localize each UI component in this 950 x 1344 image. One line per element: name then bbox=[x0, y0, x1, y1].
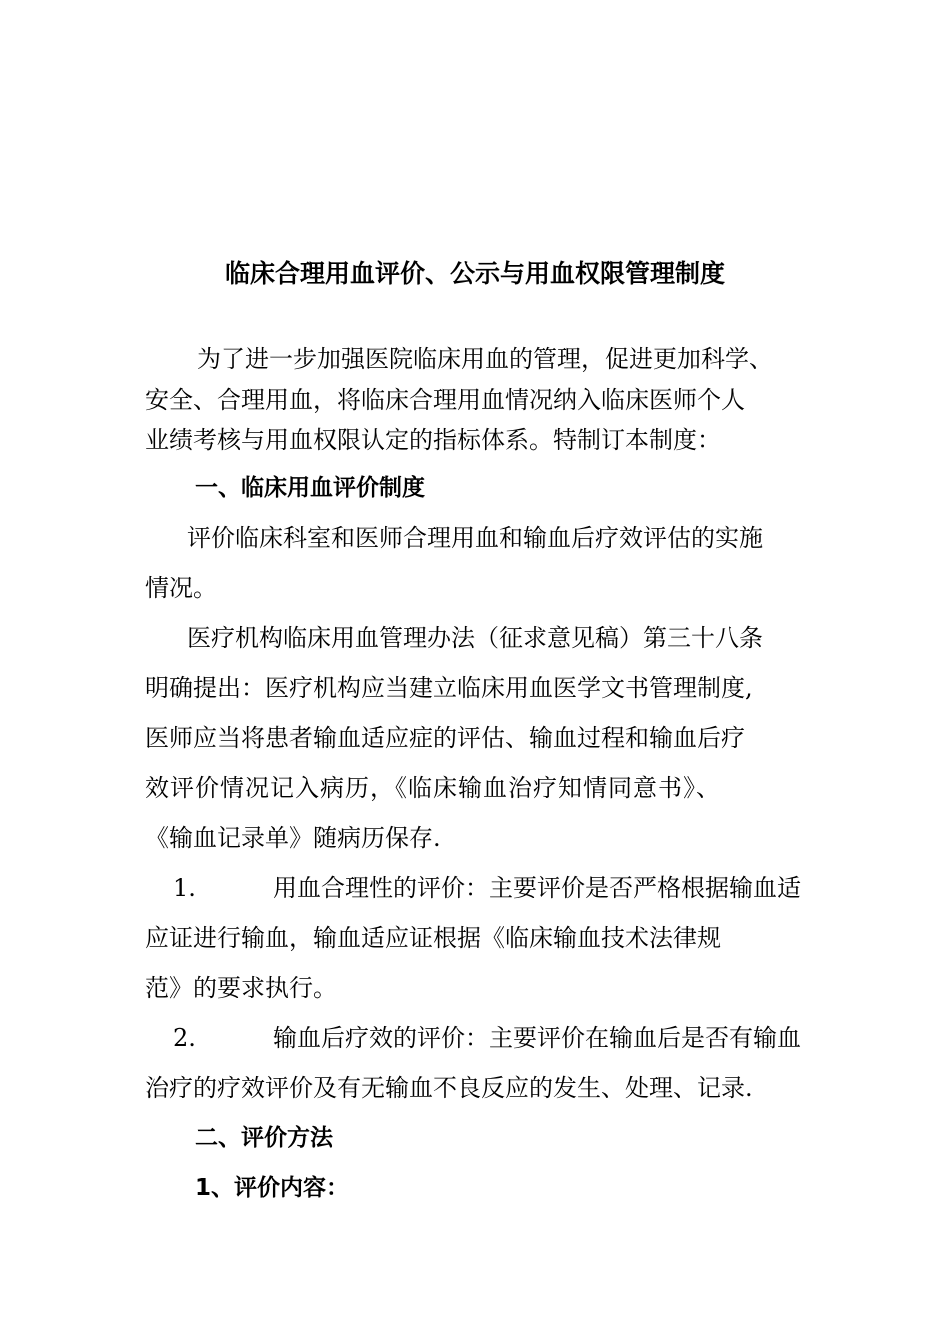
item1-line-3: 范》的要求执行。 bbox=[145, 974, 337, 1002]
intro-line-1: 为了进一步加强医院临床用血的管理，促进更加科学、 bbox=[197, 345, 773, 373]
section1-para1-line-1: 评价临床科室和医师合理用血和输血后疗效评估的实施 bbox=[187, 524, 763, 552]
item1-number: 1. bbox=[173, 874, 196, 902]
section1-para2-line-4: 效评价情况记入病历，《临床输血治疗知情同意书》、 bbox=[145, 774, 721, 802]
section1-para2-line-1: 医疗机构临床用血管理办法（征求意见稿）第三十八条 bbox=[187, 624, 763, 652]
item2-first-line bbox=[145, 1020, 843, 1056]
item2-number: 2. bbox=[173, 1024, 196, 1052]
intro-line-2: 安全、合理用血，将临床合理用血情况纳入临床医师个人 bbox=[145, 386, 745, 414]
section1-para1-line-2: 情况。 bbox=[145, 574, 217, 602]
section1-para2-line-3: 医师应当将患者输血适应症的评估、输血过程和输血后疗 bbox=[145, 724, 745, 752]
item2-line-2: 治疗的疗效评价及有无输血不良反应的发生、处理、记录. bbox=[145, 1074, 753, 1102]
item1-line-2: 应证进行输血，输血适应证根据《临床输血技术法律规 bbox=[145, 924, 721, 952]
section2-heading: 二、评价方法 bbox=[195, 1125, 333, 1151]
document-title: 临床合理用血评价、公示与用血权限管理制度 bbox=[224, 259, 725, 288]
item2-line-1: 输血后疗效的评价：主要评价在输血后是否有输血 bbox=[273, 1024, 801, 1052]
section1-para2-line-5: 《输血记录单》随病历保存. bbox=[145, 824, 441, 852]
section1-heading: 一、临床用血评价制度 bbox=[195, 475, 425, 501]
intro-line-3: 业绩考核与用血权限认定的指标体系。特制订本制度： bbox=[145, 426, 721, 454]
subsection1-heading: 1、评价内容： bbox=[195, 1175, 350, 1201]
item1-line-1: 用血合理性的评价：主要评价是否严格根据输血适 bbox=[273, 874, 801, 902]
item1-first-line bbox=[145, 870, 843, 906]
section1-para2-line-2: 明确提出：医疗机构应当建立临床用血医学文书管理制度, bbox=[145, 674, 753, 702]
